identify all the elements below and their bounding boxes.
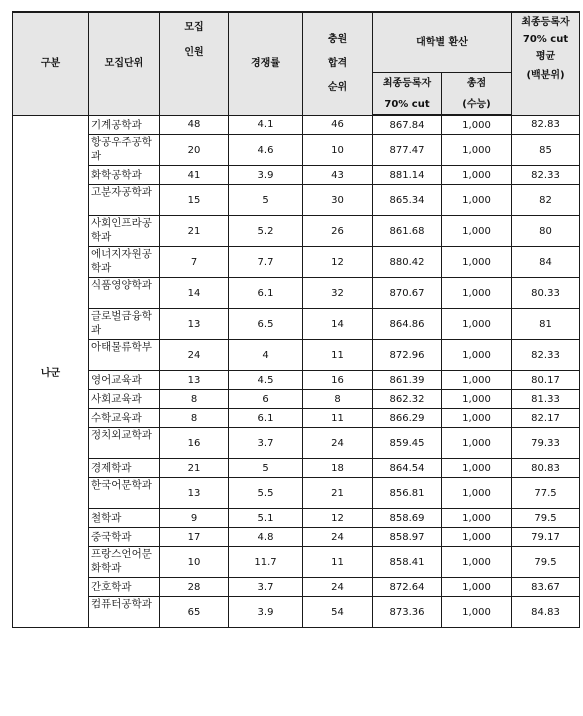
rank-cell: 8 — [303, 390, 373, 409]
quota-cell: 16 — [160, 428, 229, 459]
competition-cell: 11.7 — [229, 547, 303, 578]
header-percentile — [512, 12, 580, 115]
cut-score-cell: 873.36 — [373, 597, 442, 628]
total-score-cell: 1,000 — [442, 547, 512, 578]
quota-cell: 21 — [160, 459, 229, 478]
percentile-cell: 79.5 — [512, 547, 580, 578]
header-rank-line2: 합격 — [327, 58, 348, 70]
percentile-cell: 82.83 — [512, 115, 580, 135]
competition-cell: 3.9 — [229, 597, 303, 628]
header-rank-line3: 순위 — [327, 82, 348, 94]
rank-cell: 30 — [303, 185, 373, 216]
table-row — [13, 428, 580, 459]
header-rank — [303, 12, 373, 115]
header-total-line2: (수능) — [462, 98, 491, 110]
competition-cell: 3.7 — [229, 428, 303, 459]
cut-score-cell: 856.81 — [373, 478, 442, 509]
header-cut-line1: 최종등록자 — [382, 77, 432, 89]
header-conversion: 대학별 환산 — [373, 12, 512, 73]
competition-cell: 6.1 — [229, 409, 303, 428]
percentile-cell: 85 — [512, 135, 580, 166]
total-score-cell: 1,000 — [442, 578, 512, 597]
total-score-cell: 1,000 — [442, 309, 512, 340]
rank-cell: 32 — [303, 278, 373, 309]
rank-cell: 12 — [303, 509, 373, 528]
competition-cell: 6.1 — [229, 278, 303, 309]
table-row — [13, 597, 580, 628]
group-cell: 나군 — [13, 115, 89, 628]
quota-cell: 14 — [160, 278, 229, 309]
percentile-cell: 83.67 — [512, 578, 580, 597]
header-cut-line2: 70% cut — [384, 98, 430, 110]
competition-cell: 5.1 — [229, 509, 303, 528]
quota-cell: 13 — [160, 478, 229, 509]
header-gubun: 구분 — [13, 12, 89, 115]
competition-cell: 3.9 — [229, 166, 303, 185]
total-score-cell: 1,000 — [442, 390, 512, 409]
cut-score-cell: 858.69 — [373, 509, 442, 528]
unit-cell: 에너지자원공학과 — [89, 247, 160, 278]
unit-cell: 프랑스언어문화학과 — [89, 547, 160, 578]
total-score-cell: 1,000 — [442, 247, 512, 278]
table-row — [13, 309, 580, 340]
quota-cell: 41 — [160, 166, 229, 185]
percentile-cell: 77.5 — [512, 478, 580, 509]
cut-score-cell: 858.41 — [373, 547, 442, 578]
cut-score-cell: 864.86 — [373, 309, 442, 340]
rank-cell: 46 — [303, 115, 373, 135]
table-row — [13, 478, 580, 509]
header-percentile-line2: 70% cut — [522, 34, 569, 45]
percentile-cell: 79.17 — [512, 528, 580, 547]
percentile-cell: 84.83 — [512, 597, 580, 628]
competition-cell: 4 — [229, 340, 303, 371]
cut-score-cell: 864.54 — [373, 459, 442, 478]
percentile-cell: 80 — [512, 216, 580, 247]
header-percentile-line4: (백분위) — [526, 70, 565, 81]
total-score-cell: 1,000 — [442, 115, 512, 135]
rank-cell: 21 — [303, 478, 373, 509]
unit-cell: 철학과 — [89, 509, 160, 528]
table-row — [13, 409, 580, 428]
unit-cell: 기계공학과 — [89, 115, 160, 135]
competition-cell: 4.8 — [229, 528, 303, 547]
total-score-cell: 1,000 — [442, 340, 512, 371]
cut-score-cell: 870.67 — [373, 278, 442, 309]
competition-cell: 6 — [229, 390, 303, 409]
unit-cell: 항공우주공학과 — [89, 135, 160, 166]
total-score-cell: 1,000 — [442, 409, 512, 428]
quota-cell: 65 — [160, 597, 229, 628]
header-percentile-line1: 최종등록자 — [521, 17, 570, 28]
header-rank-line1: 충원 — [327, 34, 348, 46]
total-score-cell: 1,000 — [442, 528, 512, 547]
quota-cell: 15 — [160, 185, 229, 216]
total-score-cell: 1,000 — [442, 478, 512, 509]
rank-cell: 18 — [303, 459, 373, 478]
quota-cell: 48 — [160, 115, 229, 135]
competition-cell: 4.1 — [229, 115, 303, 135]
total-score-cell: 1,000 — [442, 135, 512, 166]
percentile-cell: 82 — [512, 185, 580, 216]
competition-cell: 7.7 — [229, 247, 303, 278]
table-row — [13, 135, 580, 166]
table-row — [13, 390, 580, 409]
rank-cell: 43 — [303, 166, 373, 185]
unit-cell: 사회교육과 — [89, 390, 160, 409]
percentile-cell: 79.5 — [512, 509, 580, 528]
competition-cell: 5 — [229, 185, 303, 216]
cut-score-cell: 881.14 — [373, 166, 442, 185]
cut-score-cell: 866.29 — [373, 409, 442, 428]
cut-score-cell: 865.34 — [373, 185, 442, 216]
rank-cell: 24 — [303, 578, 373, 597]
header-quota — [160, 12, 229, 115]
table-row — [13, 166, 580, 185]
total-score-cell: 1,000 — [442, 185, 512, 216]
competition-cell: 6.5 — [229, 309, 303, 340]
cut-score-cell: 867.84 — [373, 115, 442, 135]
header-unit: 모집단위 — [89, 12, 160, 115]
percentile-cell: 81 — [512, 309, 580, 340]
unit-cell: 간호학과 — [89, 578, 160, 597]
percentile-cell: 80.33 — [512, 278, 580, 309]
table-row — [13, 216, 580, 247]
quota-cell: 20 — [160, 135, 229, 166]
unit-cell: 글로벌금융학과 — [89, 309, 160, 340]
percentile-cell: 80.17 — [512, 371, 580, 390]
cut-score-cell: 877.47 — [373, 135, 442, 166]
rank-cell: 11 — [303, 409, 373, 428]
competition-cell: 5 — [229, 459, 303, 478]
quota-cell: 8 — [160, 409, 229, 428]
unit-cell: 경제학과 — [89, 459, 160, 478]
percentile-cell: 82.17 — [512, 409, 580, 428]
table-row — [13, 371, 580, 390]
header-cut — [373, 73, 442, 116]
total-score-cell: 1,000 — [442, 216, 512, 247]
unit-cell: 고분자공학과 — [89, 185, 160, 216]
unit-cell: 중국학과 — [89, 528, 160, 547]
admission-results-table — [12, 11, 580, 628]
table-row — [13, 340, 580, 371]
cut-score-cell: 862.32 — [373, 390, 442, 409]
cut-score-cell: 858.97 — [373, 528, 442, 547]
unit-cell: 컴퓨터공학과 — [89, 597, 160, 628]
quota-cell: 10 — [160, 547, 229, 578]
quota-cell: 8 — [160, 390, 229, 409]
competition-cell: 5.2 — [229, 216, 303, 247]
competition-cell: 4.5 — [229, 371, 303, 390]
unit-cell: 사회인프라공학과 — [89, 216, 160, 247]
rank-cell: 10 — [303, 135, 373, 166]
unit-cell: 정치외교학과 — [89, 428, 160, 459]
table-row — [13, 115, 580, 135]
table-row — [13, 547, 580, 578]
header-quota-line1: 모집 — [184, 22, 204, 33]
total-score-cell: 1,000 — [442, 597, 512, 628]
rank-cell: 11 — [303, 547, 373, 578]
total-score-cell: 1,000 — [442, 459, 512, 478]
rank-cell: 54 — [303, 597, 373, 628]
header-competition: 경쟁률 — [229, 12, 303, 115]
percentile-cell: 81.33 — [512, 390, 580, 409]
cut-score-cell: 861.68 — [373, 216, 442, 247]
total-score-cell: 1,000 — [442, 428, 512, 459]
table-row — [13, 247, 580, 278]
competition-cell: 4.6 — [229, 135, 303, 166]
quota-cell: 24 — [160, 340, 229, 371]
percentile-cell: 79.33 — [512, 428, 580, 459]
total-score-cell: 1,000 — [442, 278, 512, 309]
unit-cell: 화학공학과 — [89, 166, 160, 185]
header-percentile-line3: 평균 — [535, 51, 556, 62]
unit-cell: 수학교육과 — [89, 409, 160, 428]
rank-cell: 24 — [303, 528, 373, 547]
cut-score-cell: 872.64 — [373, 578, 442, 597]
table-row — [13, 509, 580, 528]
quota-cell: 21 — [160, 216, 229, 247]
rank-cell: 12 — [303, 247, 373, 278]
rank-cell: 24 — [303, 428, 373, 459]
total-score-cell: 1,000 — [442, 371, 512, 390]
cut-score-cell: 861.39 — [373, 371, 442, 390]
unit-cell: 영어교육과 — [89, 371, 160, 390]
percentile-cell: 80.83 — [512, 459, 580, 478]
unit-cell: 한국어문학과 — [89, 478, 160, 509]
competition-cell: 5.5 — [229, 478, 303, 509]
table-body — [13, 115, 580, 628]
total-score-cell: 1,000 — [442, 509, 512, 528]
quota-cell: 17 — [160, 528, 229, 547]
quota-cell: 28 — [160, 578, 229, 597]
rank-cell: 11 — [303, 340, 373, 371]
table-header — [13, 12, 580, 115]
table-row — [13, 185, 580, 216]
quota-cell: 7 — [160, 247, 229, 278]
table-row — [13, 528, 580, 547]
percentile-cell: 84 — [512, 247, 580, 278]
quota-cell: 13 — [160, 309, 229, 340]
total-score-cell: 1,000 — [442, 166, 512, 185]
competition-cell: 3.7 — [229, 578, 303, 597]
header-quota-line2: 인원 — [184, 47, 204, 58]
rank-cell: 16 — [303, 371, 373, 390]
cut-score-cell: 872.96 — [373, 340, 442, 371]
quota-cell: 9 — [160, 509, 229, 528]
header-total — [442, 73, 512, 116]
unit-cell: 식품영양학과 — [89, 278, 160, 309]
rank-cell: 26 — [303, 216, 373, 247]
quota-cell: 13 — [160, 371, 229, 390]
table-row — [13, 578, 580, 597]
header-total-line1: 총점 — [466, 77, 487, 89]
admission-table-container — [12, 11, 580, 628]
unit-cell: 아태물류학부 — [89, 340, 160, 371]
rank-cell: 14 — [303, 309, 373, 340]
percentile-cell: 82.33 — [512, 166, 580, 185]
cut-score-cell: 859.45 — [373, 428, 442, 459]
cut-score-cell: 880.42 — [373, 247, 442, 278]
table-row — [13, 459, 580, 478]
table-row — [13, 278, 580, 309]
percentile-cell: 82.33 — [512, 340, 580, 371]
